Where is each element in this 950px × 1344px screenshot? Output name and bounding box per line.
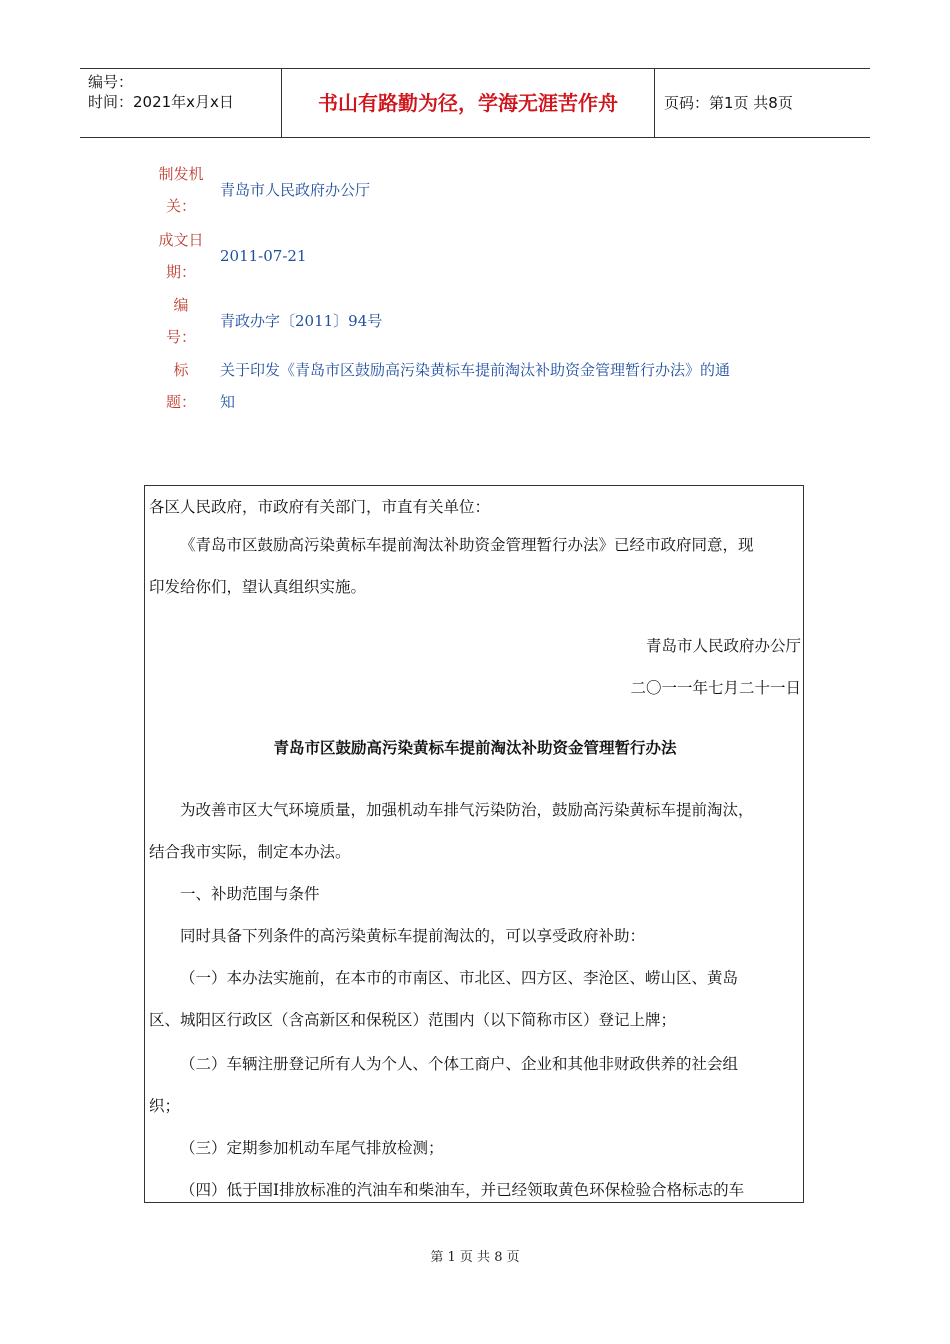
paragraph: 同时具备下列条件的高污染黄标车提前淘汰的，可以享受政府补助： (180, 927, 646, 945)
meta-value: 青政办字〔2011〕94号 (220, 312, 383, 330)
page-footer: 第 1 页 共 8 页 (430, 1250, 520, 1265)
meta-value: 知 (220, 393, 236, 411)
intro-paragraph: 印发给你们，望认真组织实施。 (149, 578, 367, 596)
meta-label: 期： (165, 263, 196, 281)
condition-item: （四）低于国Ⅰ排放标准的汽油车和柴油车，并已经领取黄色环保检验合格标志的车 (180, 1181, 745, 1199)
header-page-label: 页码：第1页 共8页 (664, 94, 793, 112)
signature: 青岛市人民政府办公厅 (645, 637, 801, 655)
meta-label: 题： (165, 393, 196, 411)
number-label: 编号： (88, 73, 134, 91)
condition-item: （一）本办法实施前，在本市的市南区、市北区、四方区、李沧区、崂山区、黄岛 (180, 969, 739, 987)
document-title: 青岛市区鼓励高污染黄标车提前淘汰补助资金管理暂行办法 (273, 738, 677, 757)
paragraph: 为改善市区大气环境质量，加强机动车排气污染防治，鼓励高污染黄标车提前淘汰， (180, 801, 754, 819)
meta-value: 青岛市人民政府办公厅 (220, 181, 371, 199)
meta-label: 关： (165, 197, 196, 215)
header-info (88, 72, 278, 112)
header-divider (654, 69, 655, 137)
header-motto: 书山有路勤为径，学海无涯苦作舟 (318, 91, 618, 115)
time-label: 时间：2021年x月x日 (88, 93, 234, 111)
page-header (80, 68, 870, 138)
condition-item: 织； (149, 1097, 181, 1115)
salutation: 各区人民政府，市政府有关部门，市直有关单位： (149, 498, 491, 516)
meta-label: 制发机 (158, 165, 204, 183)
meta-value: 2011-07-21 (220, 247, 307, 265)
meta-value: 关于印发《青岛市区鼓励高污染黄标车提前淘汰补助资金管理暂行办法》的通 (220, 361, 731, 379)
document-body (144, 485, 804, 1203)
condition-item: 区、城阳区行政区（含高新区和保税区）范围内（以下简称市区）登记上牌； (149, 1011, 677, 1029)
meta-label: 编 (173, 296, 189, 314)
section-heading: 一、补助范围与条件 (180, 885, 320, 903)
intro-paragraph: 《青岛市区鼓励高污染黄标车提前淘汰补助资金管理暂行办法》已经市政府同意，现 (180, 536, 754, 554)
paragraph: 结合我市实际，制定本办法。 (149, 843, 351, 861)
condition-item: （三）定期参加机动车尾气排放检测； (180, 1139, 444, 1157)
meta-label: 号： (165, 328, 196, 346)
meta-label: 成文日 (158, 231, 204, 249)
condition-item: （二）车辆注册登记所有人为个人、个体工商户、企业和其他非财政供养的社会组 (180, 1055, 739, 1073)
issue-date: 二〇一一年七月二十一日 (630, 679, 801, 697)
meta-label: 标 (173, 361, 189, 379)
